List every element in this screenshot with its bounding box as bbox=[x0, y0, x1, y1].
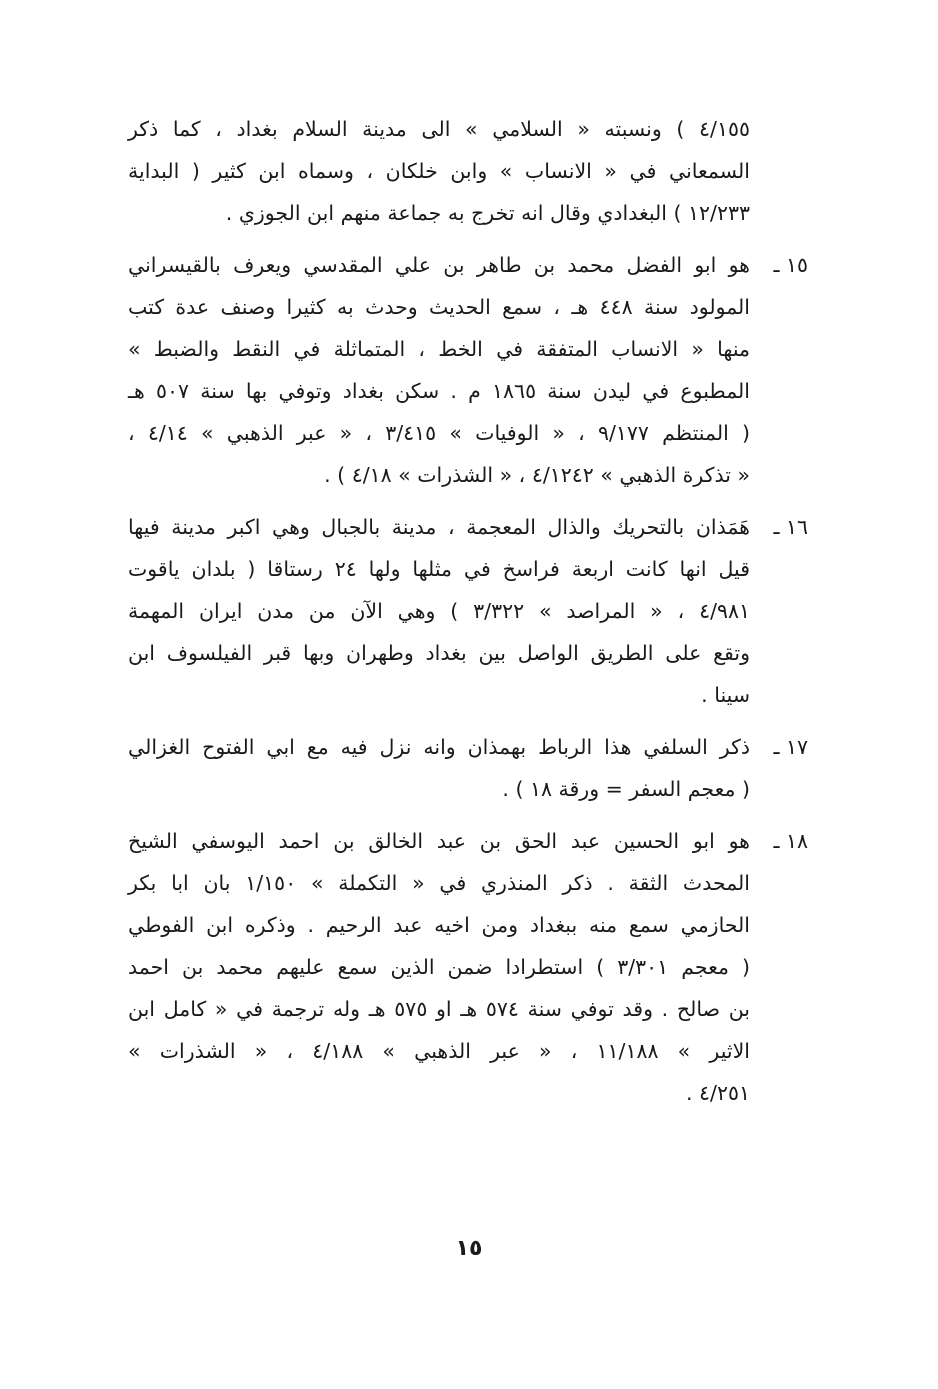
text-line: ( المنتظم ٩/١٧٧ ، « الوفيات » ٣/٤١٥ ، « عبر الذهبي » ٤/١٤ ، bbox=[128, 421, 750, 445]
text-line: ٤/٩٨١ ، « المراصد » ٣/٣٢٢ ) وهي الآن من مدن ايران المهمة bbox=[128, 599, 751, 623]
text-line: السمعاني في « الانساب » وابن خلكان ، وسماه ابن كثير ( البداية bbox=[128, 159, 750, 183]
text-line: ١٢/٢٣٣ ) البغدادي وقال انه تخرج به جماعة منهم ابن الجوزي . bbox=[225, 201, 750, 225]
text-line: ٤/٢٥١ . bbox=[686, 1081, 750, 1105]
footnote-16 bbox=[128, 506, 808, 716]
text-line: هو ابو الفضل محمد بن طاهر بن علي المقدسي ويعرف بالقيسراني bbox=[128, 253, 750, 277]
text-line: هو ابو الحسين عبد الحق بن عبد الخالق بن احمد اليوسفي الشيخ bbox=[128, 829, 750, 853]
text-line: وتقع على الطريق الواصل بين بغداد وطهران وبها قبر الفيلسوف ابن bbox=[128, 641, 750, 665]
text-line: سينا . bbox=[701, 683, 750, 707]
footnote-number: ١٧ ـ bbox=[773, 735, 808, 759]
footnote-number: ١٦ ـ bbox=[773, 515, 808, 539]
continuation-paragraph bbox=[128, 108, 808, 234]
footnote-number: ١٥ ـ bbox=[773, 253, 808, 277]
text-line: المطبوع في ليدن سنة ١٨٦٥ م . سكن بغداد وتوفي بها سنة ٥٠٧ هـ bbox=[128, 379, 750, 403]
text-line: قيل انها كانت اربعة فراسخ في مثلها ولها ٢٤ رستاقا ( بلدان ياقوت bbox=[128, 557, 750, 581]
text-line: ذكر السلفي هذا الرباط بهمذان وانه نزل فيه مع ابي الفتوح الغزالي bbox=[128, 735, 750, 759]
footnote-number: ١٨ ـ bbox=[773, 829, 808, 853]
text-line: الحازمي سمع منه ببغداد ومن اخيه عبد الرحيم . وذكره ابن الفوطي bbox=[128, 913, 750, 937]
text-line: منها « الانساب المتفقة في الخط ، المتماثلة في النقط والضبط » bbox=[128, 337, 750, 361]
page-body bbox=[128, 108, 808, 1114]
footnote-17 bbox=[128, 726, 808, 810]
footnote-18 bbox=[128, 820, 808, 1114]
text-line: ٤/١٥٥ ) ونسبته « السلامي » الى مدينة السلام بغداد ، كما ذكر bbox=[128, 117, 750, 141]
text-line: بن صالح . وقد توفي سنة ٥٧٤ هـ او ٥٧٥ هـ وله ترجمة في « كامل ابن bbox=[128, 997, 751, 1021]
text-line: « تذكرة الذهبي » ٤/١٢٤٢ ، « الشذرات » ٤/١٨ ) . bbox=[324, 463, 750, 487]
text-line: الاثير » ١١/١٨٨ ، « عبر الذهبي » ٤/١٨٨ ، « الشذرات » bbox=[128, 1039, 750, 1063]
text-line: ( معجم السفر = ورقة ١٨ ) . bbox=[502, 777, 750, 801]
text-line: هَمَذان بالتحريك والذال المعجمة ، مدينة بالجبال وهي اكبر مدينة فيها bbox=[128, 515, 750, 539]
page-number: ١٥ bbox=[455, 1236, 483, 1261]
text-line: ( معجم ٣/٣٠١ ) استطرادا ضمن الذين سمع عليهم محمد بن احمد bbox=[128, 955, 750, 979]
text-line: المحدث الثقة . ذكر المنذري في « التكملة » ١/١٥٠ بان ابا بكر bbox=[128, 871, 750, 895]
footnote-15 bbox=[128, 244, 808, 496]
text-line: المولود سنة ٤٤٨ هـ ، سمع الحديث وحدث به كثيرا وصنف عدة كتب bbox=[128, 295, 750, 319]
